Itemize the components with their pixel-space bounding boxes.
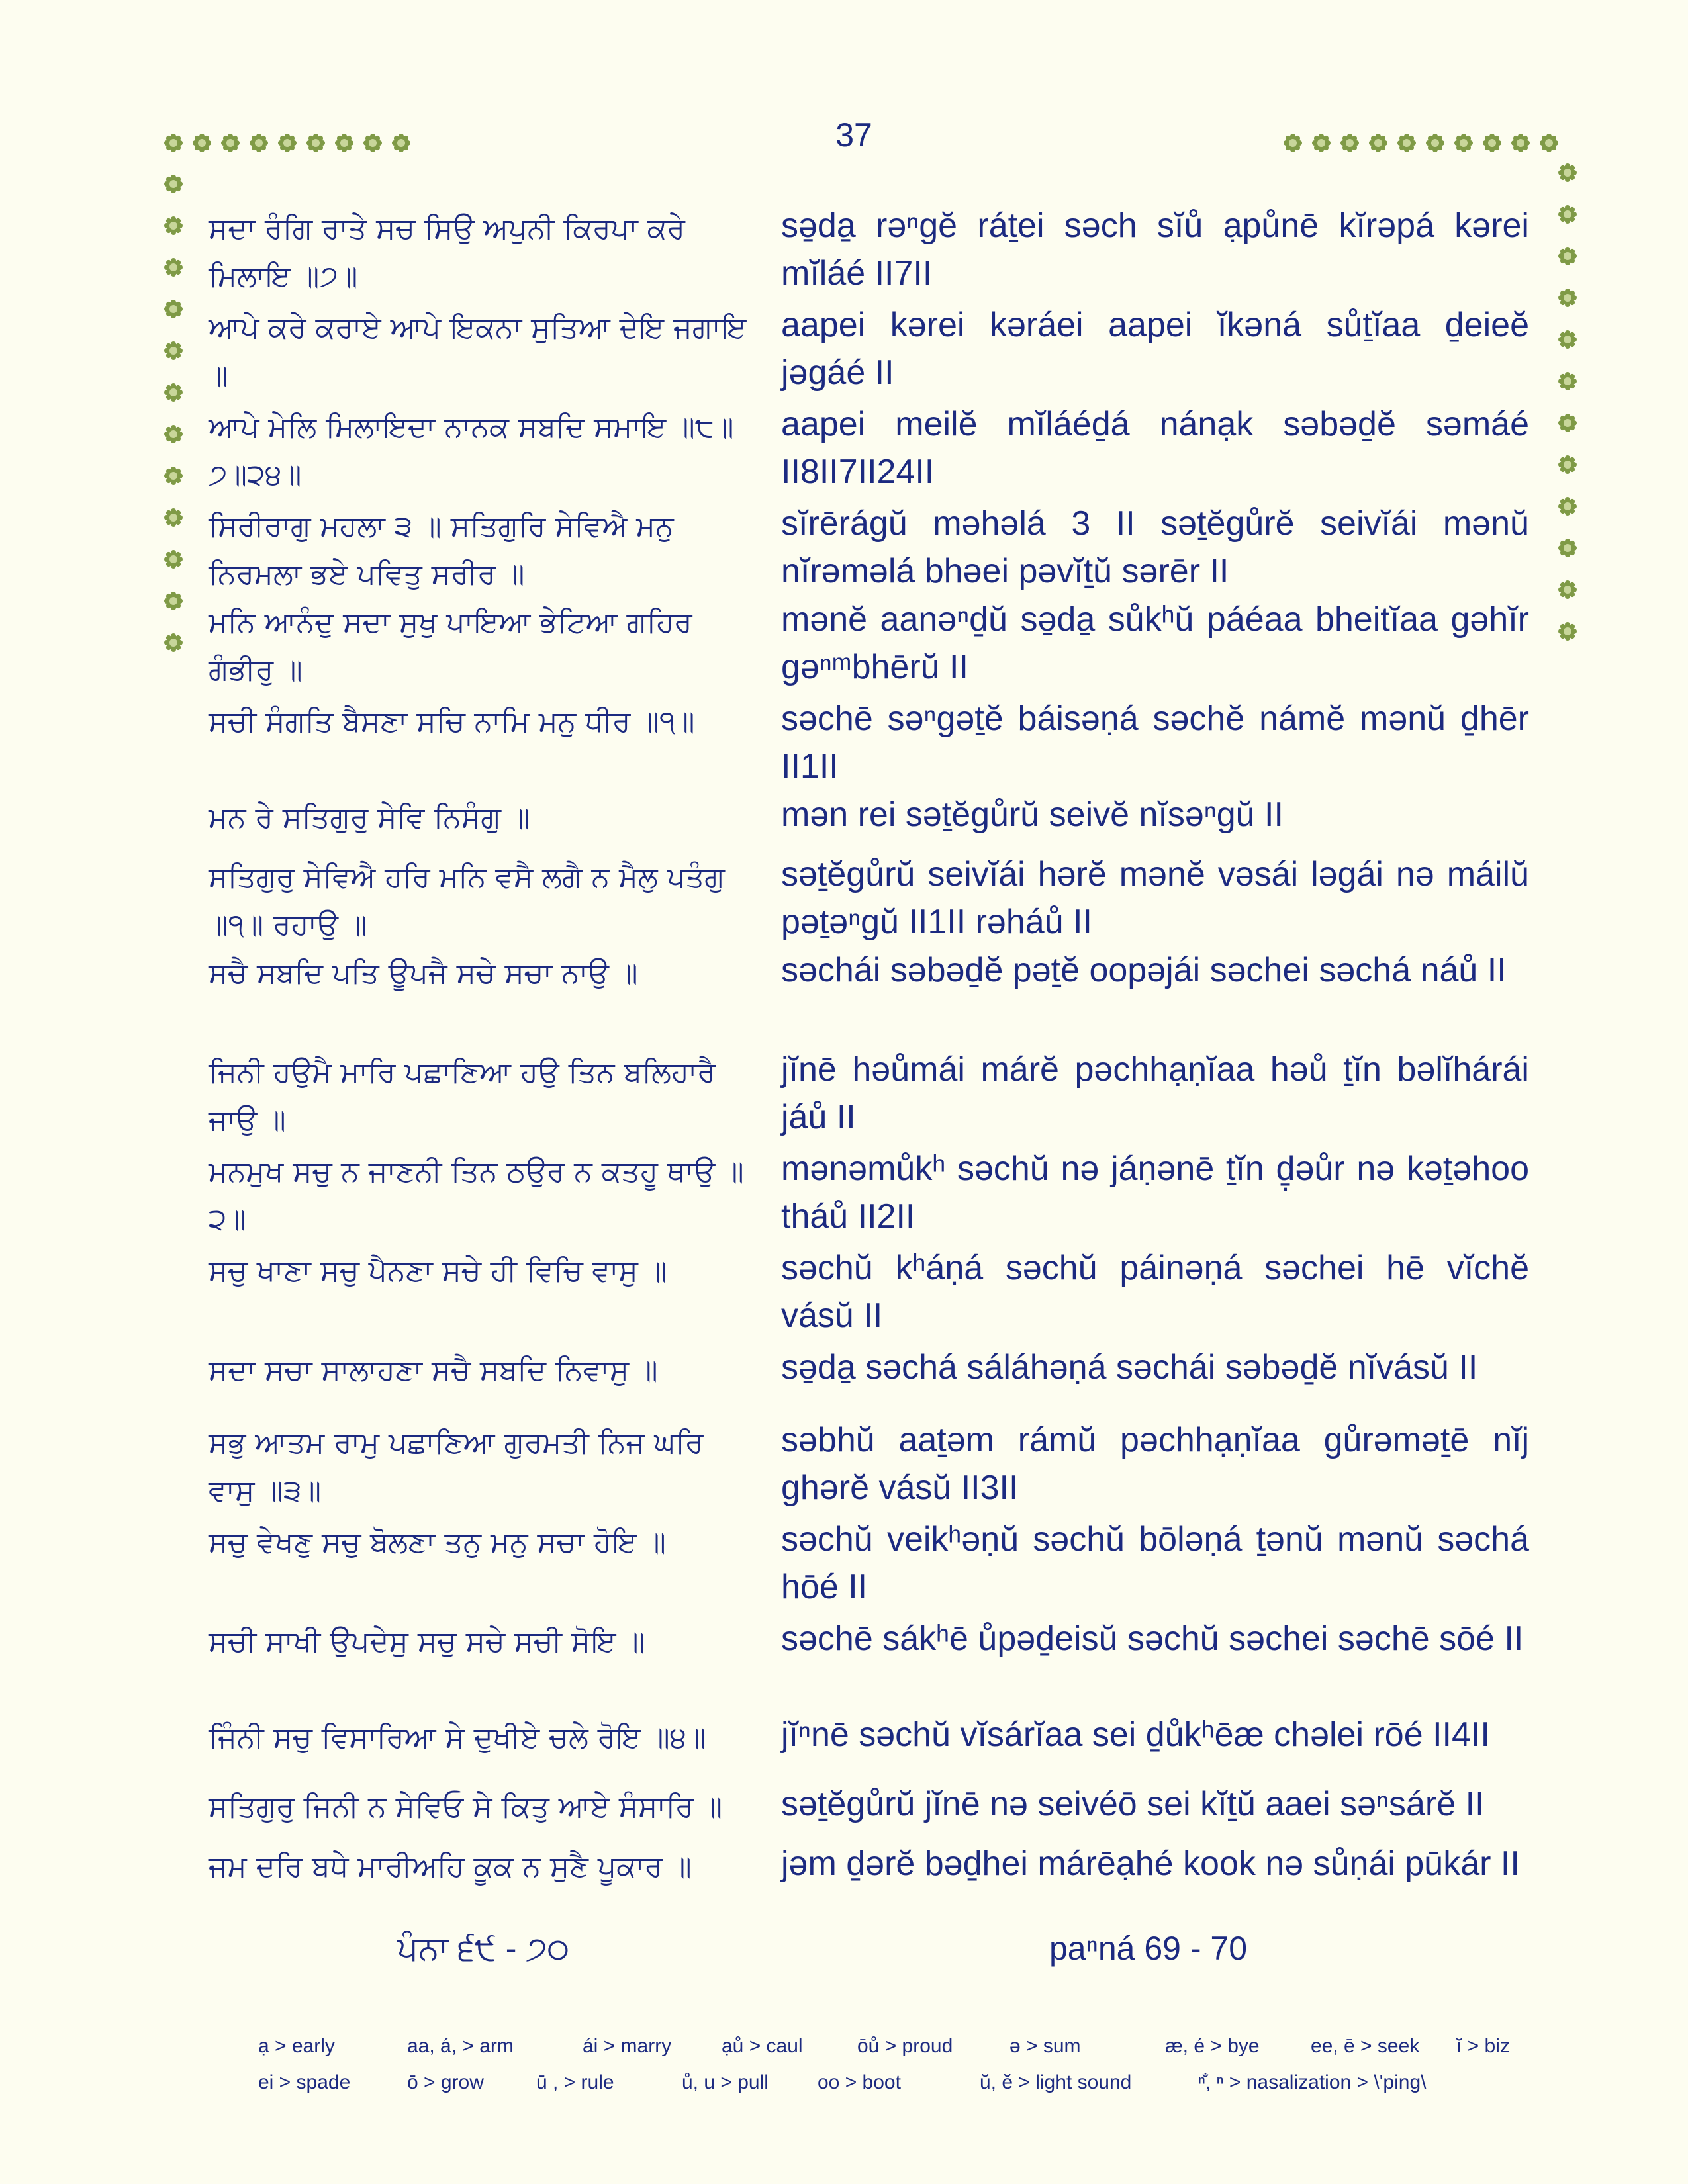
flower-ornament-icon bbox=[1557, 496, 1578, 517]
transliteration-line: sĭrērágŭ məhəlá 3 II səṯĕgůrĕ seivĭái mənŭ nĭrəməlá bhəei pəvĭṯŭ sərēr II bbox=[781, 504, 1529, 590]
gurmukhi-line: ਸਚੈ ਸਬਦਿ ਪਤਿ ਊਪਜੈ ਸਚੇ ਸਚਾ ਨਾਉ ॥ bbox=[209, 956, 638, 990]
flower-ornament-icon bbox=[1425, 132, 1446, 154]
footer-page-translit: paⁿná 69 - 70 bbox=[1049, 1930, 1248, 1967]
legend-item: ə > sum bbox=[1009, 2035, 1081, 2057]
gurmukhi-line: ਜਿਨੀ ਹਉਮੈ ਮਾਰਿ ਪਛਾਣਿਆ ਹਉ ਤਿਨ ਬਲਿਹਾਰੈ ਜਾਉ ॥ bbox=[209, 1056, 716, 1137]
legend-item: ⁿ̐, ⁿ > nasalization > \'ping\ bbox=[1198, 2071, 1427, 2093]
transliteration-line: səchē sákʰē ůpəḏeisŭ səchŭ səchei səchē sōé II bbox=[781, 1619, 1524, 1658]
transliteration-line: mənĕ aanəⁿḏŭ sə̱da̱ sůkʰŭ páéaa bheitĭaa gəhĭr gəⁿᵐbhērŭ II bbox=[781, 600, 1529, 686]
flower-ornament-icon bbox=[334, 132, 355, 154]
flower-ornament-icon bbox=[1557, 246, 1578, 267]
transliteration-line: sə̱da̱ səchá sáláhəṇá səchái səbəḏĕ nĭvásŭ II bbox=[781, 1348, 1478, 1387]
transliteration-line: sə̱da̱ rəⁿgĕ ráṯei səch sĭů ạpůnē kĭrəpá kərei mĭláé II7II bbox=[781, 206, 1529, 293]
flower-ornament-icon bbox=[163, 382, 184, 403]
transliteration-line: səchŭ kʰáṇá səchŭ páinəṇá səchei hē vĭchĕ vásŭ II bbox=[781, 1249, 1529, 1335]
flower-ornament-icon bbox=[163, 465, 184, 486]
transliteration-line: jəm ḏərĕ bəḏhei márēạhé kook nə sůṇái pūkár II bbox=[781, 1844, 1520, 1883]
legend-item: ů, u > pull bbox=[682, 2071, 769, 2093]
transliteration-line: səṯĕgůrŭ jĭnē nə seivéō sei kĭṯŭ aaei səⁿsárĕ II bbox=[781, 1785, 1485, 1823]
flower-ornament-icon bbox=[163, 298, 184, 320]
flower-ornament-icon bbox=[1453, 132, 1474, 154]
flower-ornament-icon bbox=[1481, 132, 1503, 154]
legend-item: ŭ, ĕ > light sound bbox=[980, 2071, 1132, 2093]
transliteration-line: aapei meilĕ mĭláéḏá nánạk səbəḏĕ səmáé II8II7II24II bbox=[781, 405, 1529, 491]
transliteration-line: mənəmůkʰ səchŭ nə jáṇənē ṯĭn ḏ̣əůr nə kəṯəhoo tháů II2II bbox=[781, 1150, 1529, 1236]
gurmukhi-line: ਆਪੇ ਮੇਲਿ ਮਿਲਾਇਦਾ ਨਾਨਕ ਸਬਦਿ ਸਮਾਇ ॥੮॥੭॥੨੪॥ bbox=[209, 410, 734, 492]
flower-ornament-icon bbox=[1557, 162, 1578, 183]
gurmukhi-line: ਸਤਿਗੁਰੁ ਜਿਨੀ ਨ ਸੇਵਿਓ ਸੇ ਕਿਤੁ ਆਏ ਸੰਸਾਰਿ ॥ bbox=[209, 1790, 723, 1824]
flower-ornament-icon bbox=[163, 132, 184, 154]
footer-page-gurmukhi: ਪੰਨਾ ੬੯ - ੭੦ bbox=[397, 1930, 570, 1967]
flower-ornament-icon bbox=[1339, 132, 1360, 154]
gurmukhi-line: ਸਦਾ ਰੰਗਿ ਰਾਤੇ ਸਚ ਸਿਉ ਅਪੁਨੀ ਕਿਰਪਾ ਕਰੇ ਮਿਲਾਇ ॥੭॥ bbox=[209, 212, 685, 293]
legend-item: aa, á, > arm bbox=[407, 2035, 514, 2057]
flower-ornament-icon bbox=[1311, 132, 1332, 154]
gurmukhi-line: ਸਦਾ ਸਚਾ ਸਾਲਾਹਣਾ ਸਚੈ ਸਬਦਿ ਨਿਵਾਸੁ ॥ bbox=[209, 1353, 658, 1387]
legend-item: ĭ > biz bbox=[1456, 2035, 1510, 2057]
flower-ornament-icon bbox=[191, 132, 212, 154]
flower-ornament-icon bbox=[220, 132, 241, 154]
legend-item: ōů > proud bbox=[857, 2035, 953, 2057]
flower-ornament-icon bbox=[163, 257, 184, 278]
gurmukhi-line: ਸਭੁ ਆਤਮ ਰਾਮੁ ਪਛਾਣਿਆ ਗੁਰਮਤੀ ਨਿਜ ਘਰਿ ਵਾਸੁ ॥੩॥ bbox=[209, 1426, 704, 1508]
flower-ornament-icon bbox=[1510, 132, 1531, 154]
flower-ornament-icon bbox=[305, 132, 326, 154]
transliteration-line: aapei kərei kəráei aapei ĭkəná sůṯĭaa ḏeieĕ jəgáé II bbox=[781, 306, 1529, 392]
legend-item: æ, é > bye bbox=[1165, 2035, 1260, 2057]
gurmukhi-line: ਮਨ ਰੇ ਸਤਿਗੁਰੁ ਸੇਵਿ ਨਿਸੰਗੁ ॥ bbox=[209, 801, 530, 835]
transliteration-line: səṯĕgůrŭ seivĭái hərĕ mənĕ vəsái ləgái nə máilŭ pəṯəⁿgŭ II1II rəháů II bbox=[781, 855, 1529, 941]
flower-ornament-icon bbox=[163, 549, 184, 570]
flower-ornament-icon bbox=[1368, 132, 1389, 154]
flower-ornament-icon bbox=[277, 132, 298, 154]
legend-item: ū , > rule bbox=[536, 2071, 614, 2093]
flower-ornament-icon bbox=[1557, 329, 1578, 350]
flower-ornament-icon bbox=[163, 424, 184, 445]
transliteration-line: səbhŭ aaṯəm rámŭ pəchhạṇĭaa gůrəməṯē nĭj ghərĕ vásŭ II3II bbox=[781, 1421, 1529, 1507]
transliteration-line: səchē səⁿgəṯĕ báisəṇá səchĕ námĕ mənŭ ḏhēr II1II bbox=[781, 700, 1529, 786]
transliteration-line: səchái səbəḏĕ pəṯĕ oopəjái səchei səchá náů II bbox=[781, 951, 1507, 989]
flower-ornament-icon bbox=[1557, 579, 1578, 600]
legend-item: oo > boot bbox=[818, 2071, 901, 2093]
flower-ornament-icon bbox=[1282, 132, 1303, 154]
gurmukhi-line: ਸਿਰੀਰਾਗੁ ਮਹਲਾ ੩ ॥ ਸਤਿਗੁਰਿ ਸੇਵਿਐ ਮਨੁ ਨਿਰਮਲਾ ਭਏ ਪਵਿਤੁ ਸਰੀਰ ॥ bbox=[209, 510, 674, 591]
legend-item: ái > marry bbox=[583, 2035, 672, 2057]
transliteration-line: jĭⁿnē səchŭ vĭsárĭaa sei ḏůkʰēæ chəlei rōé II4II bbox=[781, 1715, 1490, 1754]
flower-ornament-icon bbox=[1557, 287, 1578, 308]
page-number: 37 bbox=[835, 116, 872, 154]
flower-ornament-icon bbox=[163, 507, 184, 528]
flower-ornament-icon bbox=[1557, 412, 1578, 433]
gurmukhi-line: ਸਤਿਗੁਰੁ ਸੇਵਿਐ ਹਰਿ ਮਨਿ ਵਸੈ ਲਗੈ ਨ ਮੈਲੁ ਪਤੰਗੁ ॥੧॥ ਰਹਾਉ ॥ bbox=[209, 860, 725, 942]
flower-ornament-icon bbox=[391, 132, 412, 154]
legend-item: ạ > early bbox=[258, 2035, 335, 2057]
gurmukhi-line: ਆਪੇ ਕਰੇ ਕਰਾਏ ਆਪੇ ਇਕਨਾ ਸੁਤਿਆ ਦੇਇ ਜਗਾਇ ॥ bbox=[209, 311, 747, 392]
legend-item: ō > grow bbox=[407, 2071, 484, 2093]
flower-ornament-icon bbox=[163, 173, 184, 195]
flower-ornament-icon bbox=[163, 632, 184, 653]
flower-ornament-icon bbox=[362, 132, 383, 154]
flower-ornament-icon bbox=[1557, 371, 1578, 392]
transliteration-line: jĭnē həůmái márĕ pəchhạṇĭaa həů ṯĭn bəlĭhárái jáů II bbox=[781, 1050, 1529, 1136]
gurmukhi-line: ਸਚੁ ਖਾਣਾ ਸਚੁ ਪੈਨਣਾ ਸਚੇ ਹੀ ਵਿਚਿ ਵਾਸੁ ॥ bbox=[209, 1254, 667, 1288]
gurmukhi-line: ਜਿੰਨੀ ਸਚੁ ਵਿਸਾਰਿਆ ਸੇ ਦੁਖੀਏ ਚਲੇ ਰੋਇ ॥੪॥ bbox=[209, 1721, 706, 1754]
gurmukhi-line: ਮਨਮੁਖ ਸਚੁ ਨ ਜਾਣਨੀ ਤਿਨ ਠਉਰ ਨ ਕਤਹੂ ਥਾਉ ॥੨॥ bbox=[209, 1155, 744, 1236]
legend-item: ei > spade bbox=[258, 2071, 351, 2093]
flower-ornament-icon bbox=[1557, 204, 1578, 225]
transliteration-line: səchŭ veikʰəṇŭ səchŭ bōləṇá ṯənŭ mənŭ səchá hōé II bbox=[781, 1520, 1529, 1606]
gurmukhi-line: ਮਨਿ ਆਨੰਦੁ ਸਦਾ ਸੁਖੁ ਪਾਇਆ ਭੇਟਿਆ ਗਹਿਰ ਗੰਭੀਰੁ ॥ bbox=[209, 606, 692, 687]
gurmukhi-line: ਸਚੀ ਸਾਖੀ ਉਪਦੇਸੁ ਸਚੁ ਸਚੇ ਸਚੀ ਸੋਇ ॥ bbox=[209, 1625, 645, 1659]
flower-ornament-icon bbox=[1557, 621, 1578, 642]
flower-ornament-icon bbox=[1557, 454, 1578, 475]
gurmukhi-line: ਸਚੁ ਵੇਖਣੁ ਸਚੁ ਬੋਲਣਾ ਤਨੁ ਮਨੁ ਸਚਾ ਹੋਇ ॥ bbox=[209, 1525, 666, 1559]
flower-ornament-icon bbox=[1557, 537, 1578, 559]
legend-item: ee, ē > seek bbox=[1311, 2035, 1420, 2057]
gurmukhi-line: ਸਚੀ ਸੰਗਤਿ ਬੈਸਣਾ ਸਚਿ ਨਾਮਿ ਮਨੁ ਧੀਰ ॥੧॥ bbox=[209, 705, 695, 739]
legend-item: ạů > caul bbox=[722, 2035, 803, 2057]
flower-ornament-icon bbox=[163, 590, 184, 612]
flower-ornament-icon bbox=[163, 215, 184, 236]
flower-ornament-icon bbox=[163, 340, 184, 361]
gurmukhi-line: ਜਮ ਦਰਿ ਬਧੇ ਮਾਰੀਅਹਿ ਕੂਕ ਨ ਸੁਣੈ ਪੂਕਾਰ ॥ bbox=[209, 1850, 692, 1884]
flower-ornament-icon bbox=[1538, 132, 1560, 154]
transliteration-line: mən rei səṯĕgůrŭ seivĕ nĭsəⁿgŭ II bbox=[781, 796, 1284, 834]
flower-ornament-icon bbox=[248, 132, 269, 154]
flower-ornament-icon bbox=[1396, 132, 1417, 154]
